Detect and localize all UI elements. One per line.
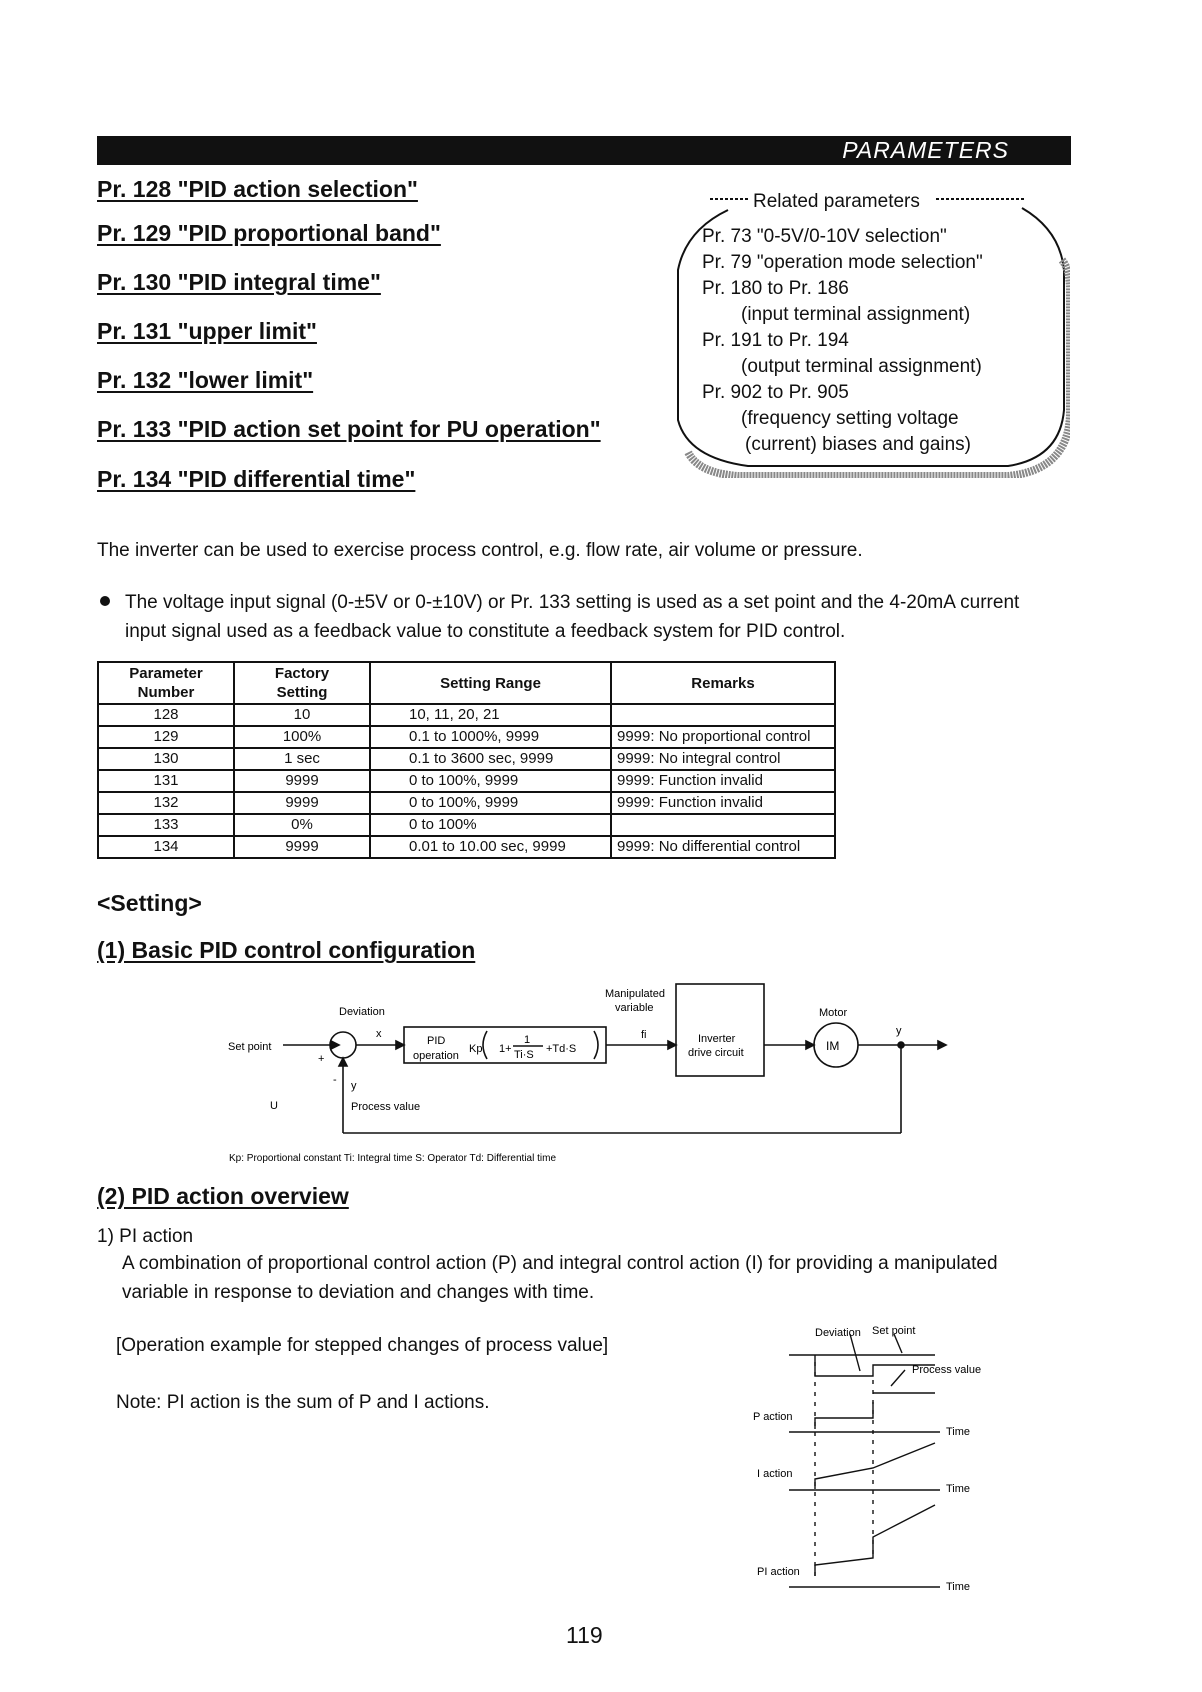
bullet-line-1: The voltage input signal (0-±5V or 0-±10V) or Pr. 133 setting is used as a set point and the 4-20mA current xyxy=(125,592,1020,613)
cell-range: 0 to 100% xyxy=(370,814,611,836)
pi-note: Note: PI action is the sum of P and I actions. xyxy=(116,1392,490,1413)
param-title-134: Pr. 134 "PID differential time" xyxy=(97,466,416,492)
process-value-label: Process value xyxy=(912,1364,982,1376)
inverter-label: Inverter xyxy=(698,1033,736,1045)
formula-part: 1 xyxy=(524,1034,531,1046)
pi-desc-2: variable in response to deviation and changes with time. xyxy=(122,1282,595,1303)
pi-action-label: PI action xyxy=(757,1566,800,1578)
related-line: Pr. 180 to Pr. 186 xyxy=(702,278,849,299)
related-line: Pr. 191 to Pr. 194 xyxy=(702,330,849,351)
fi-label: fi xyxy=(641,1029,647,1041)
cell-remarks: 9999: No proportional control xyxy=(611,726,835,748)
cell-number: 134 xyxy=(98,836,234,858)
cell-range: 0.01 to 10.00 sec, 9999 xyxy=(370,836,611,858)
setting-heading: <Setting> xyxy=(97,890,202,916)
kp-label: Kp xyxy=(469,1043,483,1055)
param-title-129: Pr. 129 "PID proportional band" xyxy=(97,220,441,246)
cell-number: 130 xyxy=(98,748,234,770)
cell-factory: 9999 xyxy=(234,792,370,814)
cell-number: 128 xyxy=(98,704,234,726)
motor-label: Motor xyxy=(819,1007,848,1019)
set-point-label: Set point xyxy=(228,1041,272,1053)
p-action-label: P action xyxy=(753,1411,793,1423)
related-title: Related parameters xyxy=(753,191,920,212)
cell-remarks: 9999: Function invalid xyxy=(611,792,835,814)
pi-heading: 1) PI action xyxy=(97,1226,194,1247)
formula-part: 1+ xyxy=(499,1043,512,1055)
cell-number: 129 xyxy=(98,726,234,748)
manipulated-label: Manipulated xyxy=(605,988,665,1000)
section-1-heading: (1) Basic PID control configuration xyxy=(97,937,476,963)
related-line: (output terminal assignment) xyxy=(741,356,982,377)
cell-range: 10, 11, 20, 21 xyxy=(370,704,611,726)
formula-part: Ti·S xyxy=(514,1049,534,1061)
cell-range: 0 to 100%, 9999 xyxy=(370,792,611,814)
cell-factory: 9999 xyxy=(234,770,370,792)
plus-sign: + xyxy=(318,1053,325,1065)
x-label: x xyxy=(376,1028,382,1040)
related-line: (frequency setting voltage xyxy=(741,408,959,429)
banner-title: PARAMETERS xyxy=(842,137,1009,163)
cell-factory: 9999 xyxy=(234,836,370,858)
cell-factory: 10 xyxy=(234,704,370,726)
cell-range: 0 to 100%, 9999 xyxy=(370,770,611,792)
cell-remarks: 9999: Function invalid xyxy=(611,770,835,792)
cell-range: 0.1 to 1000%, 9999 xyxy=(370,726,611,748)
bullet-line-2: input signal used as a feedback value to constitute a feedback system for PID control. xyxy=(125,621,846,642)
section-2-heading: (2) PID action overview xyxy=(97,1183,349,1209)
diagram-legend: Kp: Proportional constant Ti: Integral time S: Operator Td: Differential time xyxy=(229,1153,557,1164)
formula-part: +Td·S xyxy=(546,1043,577,1055)
page-number: 119 xyxy=(566,1622,603,1648)
im-label: IM xyxy=(826,1039,840,1053)
cell-remarks: 9999: No differential control xyxy=(611,836,835,858)
cell-factory: 100% xyxy=(234,726,370,748)
related-line: (input terminal assignment) xyxy=(741,304,971,325)
param-title-133: Pr. 133 "PID action set point for PU operation" xyxy=(97,416,601,442)
deviation-label: Deviation xyxy=(815,1327,861,1339)
related-line: Pr. 902 to Pr. 905 xyxy=(702,382,849,403)
cell-factory: 1 sec xyxy=(234,748,370,770)
header-setting-range: Setting Range xyxy=(370,662,611,704)
related-line: Pr. 79 "operation mode selection" xyxy=(702,252,983,273)
pi-desc-1: A combination of proportional control action (P) and integral control action (I) for providing a manipulated xyxy=(122,1253,998,1274)
inverter-label: drive circuit xyxy=(688,1047,744,1059)
related-line: Pr. 73 "0-5V/0-10V selection" xyxy=(702,226,947,247)
deviation-label: Deviation xyxy=(339,1006,385,1018)
set-point-label: Set point xyxy=(872,1325,916,1337)
pid-label: PID xyxy=(427,1035,446,1047)
time-label: Time xyxy=(946,1483,971,1495)
param-title-132: Pr. 132 "lower limit" xyxy=(97,367,314,393)
cell-remarks: 9999: No integral control xyxy=(611,748,835,770)
manipulated-label: variable xyxy=(615,1002,654,1014)
header-parameter-number: Parameter Number xyxy=(98,662,234,704)
param-title-128: Pr. 128 "PID action selection" xyxy=(97,176,418,202)
y-output-label: y xyxy=(896,1025,902,1037)
cell-number: 133 xyxy=(98,814,234,836)
cell-number: 131 xyxy=(98,770,234,792)
related-line: (current) biases and gains) xyxy=(745,434,971,455)
time-label: Time xyxy=(946,1581,971,1593)
param-title-131: Pr. 131 "upper limit" xyxy=(97,318,317,344)
i-action-label: I action xyxy=(757,1468,793,1480)
time-label: Time xyxy=(946,1426,971,1438)
pid-label: operation xyxy=(413,1050,459,1062)
intro-text: The inverter can be used to exercise process control, e.g. flow rate, air volume or pressure. xyxy=(97,540,863,561)
operation-example: [Operation example for stepped changes of process value] xyxy=(116,1335,609,1356)
minus-sign: - xyxy=(333,1074,337,1086)
y-feedback-label: y xyxy=(351,1080,357,1092)
header-remarks: Remarks xyxy=(611,662,835,704)
u-label: U xyxy=(270,1100,278,1112)
cell-range: 0.1 to 3600 sec, 9999 xyxy=(370,748,611,770)
cell-number: 132 xyxy=(98,792,234,814)
param-title-130: Pr. 130 "PID integral time" xyxy=(97,269,381,295)
header-factory-setting: Factory Setting xyxy=(234,662,370,704)
cell-factory: 0% xyxy=(234,814,370,836)
process-value-label: Process value xyxy=(351,1101,421,1113)
